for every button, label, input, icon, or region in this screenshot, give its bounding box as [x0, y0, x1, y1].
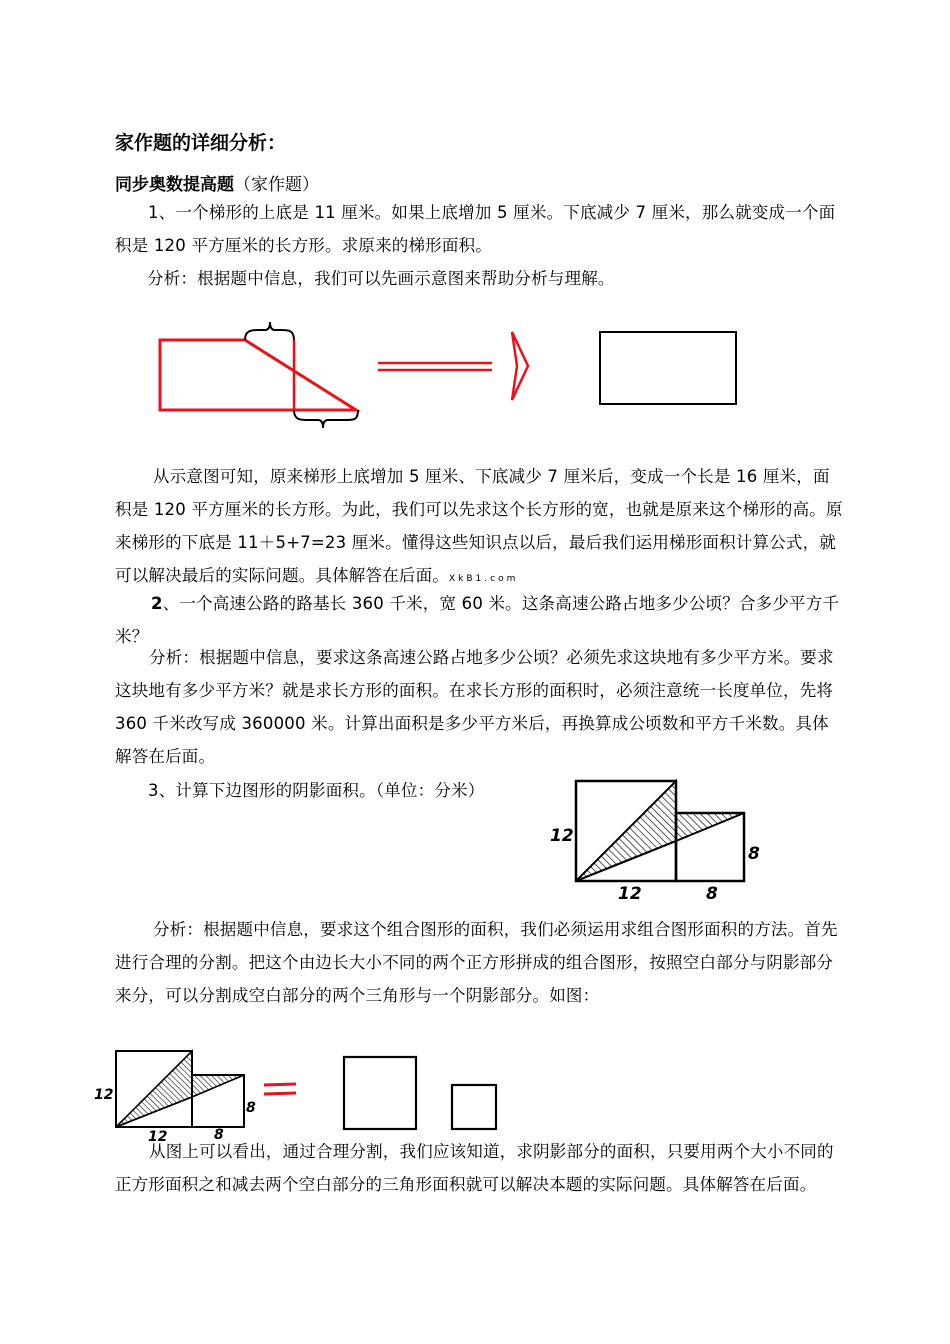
- problem1-analysis: 从示意图可知，原来梯形上底增加 5 厘米、下底减少 7 厘米后，变成一个长是 16 厘米，面积是 120 平方厘米的长方形。为此，我们可以先求这个长方形的宽，也就是原来这个梯形的高。原来梯形的下底是 11＋5+7=23 厘米。懂得这些知识点以后，最后我们运用梯形面积计算公式，就可以解决最后的实际问题。具体解答在后面。XkB1.com: [115, 467, 843, 585]
- problem2-number: 2: [151, 594, 163, 613]
- trapezoid-diagram: [150, 320, 750, 430]
- problem3-analysis: 分析：根据题中信息，要求这个组合图形的面积，我们必须运用求组合图形面积的方法。首先进行合理的分割。把这个由边长大小不同的两个正方形拼成的组合图形，按照空白部分与阴影部分来分，可以分割成空白部分的两个三角形与一个阴影部分。如图：: [115, 920, 838, 1005]
- label-bottom-left-small: 12: [148, 1129, 168, 1145]
- subtitle-bold: 同步奥数提高题: [115, 175, 234, 195]
- watermark: XkB1.com: [449, 574, 519, 584]
- bottom-brace: [294, 410, 358, 428]
- arrow-head: [512, 332, 528, 400]
- label-right-small: 8: [246, 1100, 256, 1116]
- small-blank-square: [452, 1085, 496, 1129]
- composite-squares-figure: [548, 775, 768, 905]
- equal-sign-top: [264, 1084, 296, 1085]
- problem2-question: 2、一个高速公路的路基长 360 千米，宽 60 米。这条高速公路占地多少公顷？合多少平方千米？: [115, 594, 840, 646]
- page-title: 家作题的详细分析：: [115, 132, 287, 154]
- problem3-conclusion: 从图上可以看出，通过合理分割，我们应该知道，求阴影部分的面积，只要用两个大小不同的正方形面积之和减去两个空白部分的三角形面积就可以解决本题的实际问题。具体解答在后面。: [115, 1142, 834, 1194]
- problem3-question: 3、计算下边图形的阴影面积。（单位：分米）: [148, 781, 485, 800]
- problem2-analysis: 分析：根据题中信息，要求这条高速公路占地多少公顷？必须先求这块地有多少平方米。要求这块地有多少平方米？就是求长方形的面积。在求长方形的面积时，必须注意统一长度单位，先将 360 千米改写成 360000 米。计算出面积是多少平方米后，再换算成公顷数和平方千米数。具体解答在后面。: [115, 648, 834, 766]
- label-right: 8: [748, 844, 760, 864]
- large-blank-square: [344, 1057, 416, 1129]
- label-left-small: 12: [94, 1087, 114, 1103]
- subtitle-normal: （家作题）: [234, 175, 319, 195]
- label-bottom-right-small: 8: [214, 1127, 224, 1143]
- problem1-analysis-intro: 分析：根据题中信息，我们可以先画示意图来帮助分析与理解。: [147, 269, 615, 288]
- problem1-question: 1、一个梯形的上底是 11 厘米。如果上底增加 5 厘米。下底减少 7 厘米，那么就变成一个面积是 120 平方厘米的长方形。求原来的梯形面积。: [115, 203, 836, 255]
- label-left: 12: [550, 826, 574, 846]
- decomposition-figure: [90, 1045, 510, 1145]
- trapezoid-shape: [160, 340, 356, 410]
- section-subtitle: [115, 170, 319, 195]
- shaded-region: [576, 781, 744, 881]
- result-rectangle: [600, 332, 736, 404]
- label-bottom-right: 8: [706, 884, 718, 904]
- shaded-region-small: [116, 1051, 244, 1127]
- top-brace: [245, 322, 294, 340]
- label-bottom-left: 12: [618, 884, 642, 904]
- equal-sign-bottom: [264, 1093, 296, 1094]
